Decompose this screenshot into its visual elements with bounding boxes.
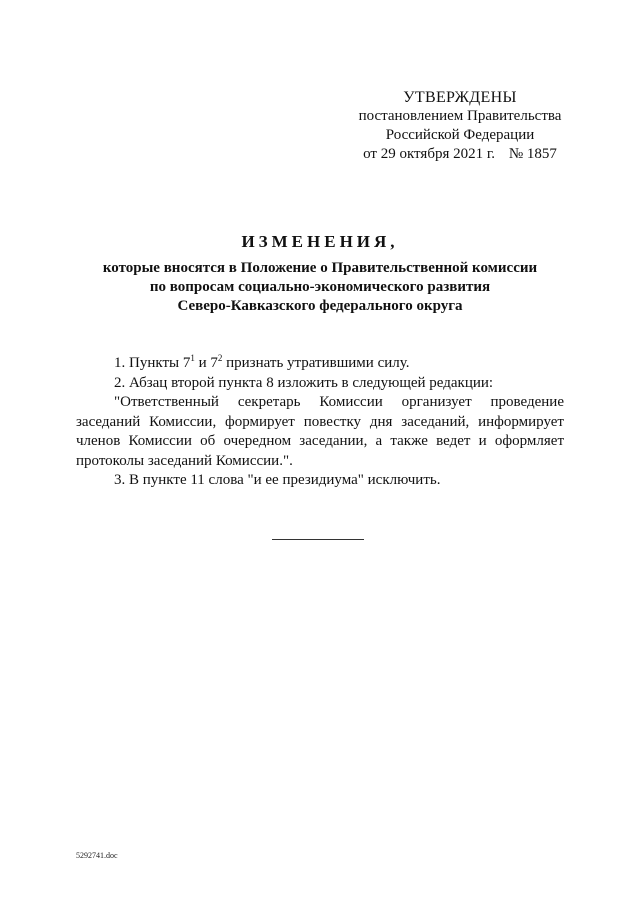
document-body — [76, 349, 564, 491]
approval-block — [330, 88, 590, 164]
subtitle-line-2: по вопросам социально-экономического развития — [149, 279, 491, 295]
item-3: 3. В пункте 11 слова "и ее президиума" исключить. — [114, 472, 441, 488]
approval-number: 1857 — [526, 146, 557, 162]
document-subtitle — [60, 259, 580, 316]
approval-line-2: Российской Федерации — [385, 127, 535, 143]
number-sign: № — [508, 146, 524, 162]
item-2-quote: "Ответственный секретарь Комиссии организует проведение заседаний Комиссии, формирует повестку дня заседаний, информирует членов Комиссии об очередном заседании, а также ведет и оформляет протоколы заседаний Комиссии.". — [76, 394, 564, 469]
item-1-sup-1: 1 — [190, 353, 195, 363]
item-1-sup-2: 2 — [217, 353, 223, 363]
file-reference: 5292741.doc — [76, 851, 118, 860]
approval-heading: УТВЕРЖДЕНЫ — [403, 89, 517, 106]
item-1 — [76, 349, 564, 374]
item-2: 2. Абзац второй пункта 8 изложить в следующей редакции: — [114, 374, 494, 391]
subtitle-line-1: которые вносятся в Положение о Правительственной комиссии — [102, 260, 538, 276]
approval-line-1: постановлением Правительства — [358, 108, 562, 124]
approval-date-line — [330, 145, 590, 164]
item-1-mid: и 7 — [194, 355, 218, 371]
approval-date: от 29 октября 2021 г. — [363, 146, 496, 162]
item-1-prefix: 1. Пункты 7 — [114, 355, 191, 371]
closing-divider — [272, 539, 364, 540]
subtitle-line-3: Северо-Кавказского федерального округа — [177, 298, 463, 314]
document-title: ИЗМЕНЕНИЯ, — [241, 232, 399, 251]
item-1-suffix: признать утратившими силу. — [222, 355, 410, 371]
